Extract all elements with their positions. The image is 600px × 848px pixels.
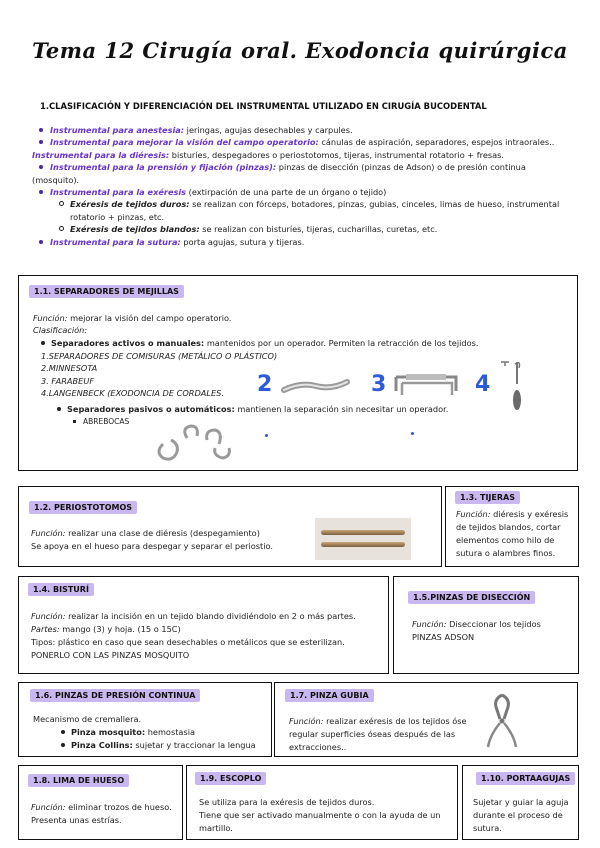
tag-pinzas-presion: 1.6. PINZAS DE PRESIÓN CONTINUA <box>30 689 200 702</box>
box-pinza-gubia <box>274 682 578 757</box>
box-bisturi <box>18 576 389 674</box>
intro-item-prension-cont: (mosquito). <box>32 174 80 185</box>
tijeras-line4: sutura o alambres finos. <box>456 548 556 558</box>
minnesota-retractor-image <box>281 376 351 398</box>
intro-list <box>32 124 577 248</box>
periostotomo-image <box>315 518 411 560</box>
intro-subitem-duros: Exéresis de tejidos duros: se realizan con fórceps, botadores, pinzas, gubias, cinceles, limas de hueso, instrumental <box>32 198 577 210</box>
periostotomos-line2: Se apoya en el hueso para despegar y separar el periostio. <box>31 541 274 551</box>
pinza-collins: Pinza Collins: sujetar y traccionar la lengua <box>71 739 256 751</box>
langenbeck-retractor-image <box>497 358 527 418</box>
page-title: Tema 12 Cirugía oral. Exodoncia quirúrgica <box>32 38 568 63</box>
box-periostotomos <box>18 486 442 567</box>
escoplo-line1: Se utiliza para la exéresis de tejidos duros. <box>199 797 375 807</box>
pinzas-presion-line1: Mecanismo de cremallera. <box>33 714 142 724</box>
separadores-activos: Separadores activos o manuales: mantenidos por un operador. Permiten la retracción de los tejidos. <box>51 337 478 349</box>
bisturi-funcion: Función: realizar la incisión en un tejido blando dividiéndolo en 2 o más partes. <box>31 611 356 621</box>
escoplo-line2: Tiene que ser activado manualmente o con la ayuda de un <box>199 810 441 820</box>
intro-subitem-blandos: Exéresis de tejidos blandos: se realizan con bisturíes, tijeras, cucharillas, curetas, etc. <box>32 223 577 235</box>
separadores-funcion: Función: mejorar la visión del campo operatorio. <box>33 313 232 323</box>
bisturi-partes: Partes: mango (3) y hoja. (15 o 15C) <box>31 624 181 634</box>
box-lima-hueso <box>18 765 183 840</box>
tijeras-line2: de tejidos blandos, cortar <box>456 522 561 532</box>
section-heading: 1.CLASIFICACIÓN Y DIFERENCIACIÓN DEL INSTRUMENTAL UTILIZADO EN CIRUGÍA BUCODENTAL <box>40 101 487 111</box>
tag-pinza-gubia: 1.7. PINZA GUBIA <box>285 689 374 702</box>
box-escoplo <box>186 765 458 840</box>
box-separadores-mejillas <box>18 275 578 471</box>
number-3: 3 <box>371 372 387 397</box>
separadores-item-2: 2.MINNESOTA <box>41 363 98 373</box>
tijeras-line3: elementos como hilo de <box>456 535 555 545</box>
intro-item-prension: Instrumental para la prensión y fijación (pinzas): pinzas de disección (pinzas de Adson) o de presión continua <box>32 161 577 173</box>
abrebocas-image <box>151 422 241 464</box>
intro-subitem-duros-cont: rotatorio + pinzas, etc. <box>70 211 165 222</box>
separadores-abrebocas: ABREBOCAS <box>83 416 129 428</box>
periostotomos-funcion: Función: realizar una clase de diéresis (despegamiento) <box>31 528 260 538</box>
lima-funcion: Función: eliminar trozos de hueso. <box>31 802 172 812</box>
tag-portaagujas: 1.10. PORTAAGUJAS <box>476 772 575 785</box>
intro-item-exeresis: Instrumental para la exéresis (extirpación de una parte de un órgano o tejido) <box>32 186 577 198</box>
number-4: 4 <box>475 372 491 397</box>
portaagujas-line1: Sujetar y guiar la aguja <box>473 797 569 807</box>
bisturi-ponerlo: PONERLO CON LAS PINZAS MOSQUITO <box>31 650 190 660</box>
pinzas-diseccion-funcion: Función: Diseccionar los tejidos <box>412 619 541 629</box>
box-portaagujas <box>462 765 579 840</box>
bisturi-tipos: Tipos: plástico en caso que sean desechables o metálicos que se esterilizan. <box>31 637 345 647</box>
lima-line2: Presenta unas estrías. <box>31 815 122 825</box>
number-2: 2 <box>257 372 273 397</box>
farabeuf-retractor-image <box>392 369 462 401</box>
tijeras-line1: Función: diéresis y exéresis <box>456 509 569 519</box>
portaagujas-line2: durante el proceso de <box>473 810 563 820</box>
gubia-image <box>480 691 524 749</box>
tag-escoplo: 1.9. ESCOPLO <box>195 772 266 785</box>
separadores-clasificacion: Clasificación: <box>33 325 88 335</box>
escoplo-line3: martillo. <box>199 823 233 833</box>
tag-lima-hueso: 1.8. LIMA DE HUESO <box>28 774 129 787</box>
pinza-mosquito: Pinza mosquito: hemostasia <box>71 726 195 738</box>
tag-bisturi: 1.4. BISTURÍ <box>28 583 94 596</box>
intro-item-sutura: Instrumental para la sutura: porta agujas, sutura y tijeras. <box>32 236 577 248</box>
tag-tijeras: 1.3. TIJERAS <box>455 491 520 504</box>
box-pinzas-presion <box>18 682 272 757</box>
box-tijeras <box>445 486 579 567</box>
separadores-item-4: 4.LANGENBECK (EXODONCIA DE CORDALES. <box>41 388 224 398</box>
gubia-line2: regular superficies óseas después de las <box>289 729 456 739</box>
decorative-dot <box>265 434 268 437</box>
intro-item-vision: Instrumental para mejorar la visión del campo operatorio: cánulas de aspiración, separadores, espejos intraorales.. <box>32 136 577 148</box>
tag-periostotomos: 1.2. PERIOSTOTOMOS <box>29 501 137 514</box>
pinzas-diseccion-adson: PINZAS ADSON <box>412 632 475 642</box>
separadores-item-1: 1.SEPARADORES DE COMISURAS (METÁLICO O PLÁSTICO) <box>41 351 278 361</box>
decorative-dot <box>411 432 414 435</box>
gubia-line3: extracciones.. <box>289 742 347 752</box>
gubia-funcion: Función: realizar exéresis de los tejidos óse <box>289 716 467 726</box>
separadores-item-3: 3. FARABEUF <box>41 376 95 386</box>
tag-pinzas-diseccion: 1.5.PINZAS DE DISECCIÓN <box>408 591 535 604</box>
intro-item-dieresis: Instrumental para la diéresis: bisturíes, despegadores o periostotomos, tijeras, instrumental rotatorio + fresas. <box>32 149 505 160</box>
separadores-pasivos: Separadores pasivos o automáticos: mantienen la separación sin necesitar un operador. <box>67 403 448 415</box>
box-pinzas-diseccion <box>393 576 579 674</box>
tag-separadores: 1.1. SEPARADORES DE MEJILLAS <box>29 285 184 298</box>
intro-item-anestesia: Instrumental para anestesia: jeringas, agujas desechables y carpules. <box>32 124 577 136</box>
portaagujas-line3: sutura. <box>473 823 502 833</box>
